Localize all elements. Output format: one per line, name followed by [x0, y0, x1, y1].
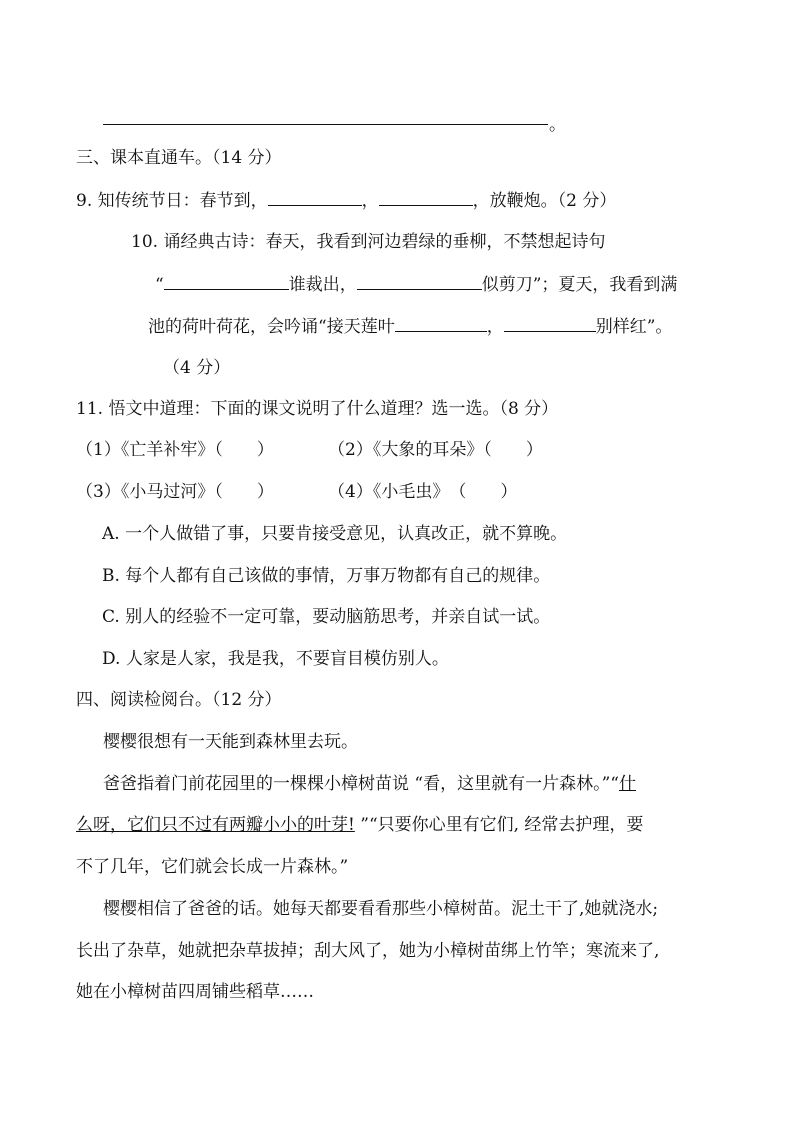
end-mark: 。 — [549, 115, 566, 135]
question-10-line-3 — [148, 315, 672, 338]
q10-blank-2[interactable] — [357, 273, 482, 290]
q11-option-c: C. 别人的经验不一定可靠，要动脑筋思考，并亲自试一试。 — [102, 607, 551, 627]
p2-l1-text: 爸爸指着门前花园里的一棵棵小樟树苗说 “看，这里就有一片森林。”“ — [103, 774, 619, 794]
section-4-title: 四、阅读检阅台。（12 分） — [76, 690, 282, 710]
question-10-score: （4 分） — [163, 358, 231, 378]
p2-l2-text: ”“只要你心里有它们, 经常去护理，要 — [354, 815, 644, 835]
q9-suffix: ，放鞭炮。（2 分） — [472, 191, 617, 211]
passage-p2-line-1 — [103, 773, 636, 795]
q11-option-a: A. 一个人做错了事，只要肯接受意见，认真改正，就不算晚。 — [102, 524, 568, 544]
q10-l3-sep: ， — [486, 317, 504, 337]
q11-item-3[interactable]: （3）《小马过河》（ ） — [76, 482, 274, 502]
q9-blank-1[interactable] — [268, 189, 362, 206]
p2-l1-underlined: 什 — [618, 774, 636, 794]
question-10-line-1: 10. 诵经典古诗：春天，我看到河边碧绿的垂柳，不禁想起诗句 — [131, 232, 606, 252]
question-10-line-2 — [155, 273, 677, 296]
q10-l3-end: 别样红”。 — [595, 317, 673, 337]
q11-item-2[interactable]: （2）《大象的耳朵》（ ） — [328, 440, 543, 460]
passage-p3-line-3: 她在小樟树苗四周铺些稻草…… — [76, 982, 314, 1002]
quote-open: “ — [155, 275, 164, 295]
q10-text-end: 似剪刀”；夏天，我看到满 — [481, 275, 678, 295]
q9-prefix: 9. 知传统节日：春节到， — [76, 191, 268, 211]
q10-l3-start: 池的荷叶荷花，会吟诵“接天莲叶 — [148, 317, 395, 337]
passage-p2-line-2 — [76, 814, 643, 836]
q9-blank-2[interactable] — [379, 189, 473, 206]
question-11-title: 11. 悟文中道理：下面的课文说明了什么道理？选一选。（8 分） — [76, 399, 559, 419]
passage-p2-line-3: 不了几年，它们就会长成一片森林。” — [76, 857, 349, 877]
q9-sep: ， — [361, 191, 379, 211]
q10-blank-1[interactable] — [164, 273, 289, 290]
answer-line[interactable] — [103, 124, 548, 125]
question-9 — [76, 189, 616, 212]
q11-option-b: B. 每个人都有自己该做的事情，万事万物都有自己的规律。 — [102, 566, 551, 586]
q10-blank-3[interactable] — [395, 315, 487, 332]
passage-p1: 樱樱很想有一天能到森林里去玩。 — [103, 732, 358, 752]
q10-blank-4[interactable] — [504, 315, 596, 332]
passage-p3-line-1: 樱樱相信了爸爸的话。她每天都要看看那些小樟树苗。泥土干了,她就浇水; — [103, 899, 659, 919]
q10-text-mid: 谁裁出， — [288, 275, 357, 295]
q11-item-4[interactable]: （4）《小毛虫》 （ ） — [328, 482, 518, 502]
passage-p3-line-2: 长出了杂草，她就把杂草拔掉；刮大风了，她为小樟树苗绑上竹竿；寒流来了, — [76, 941, 660, 961]
q11-item-1[interactable]: （1）《亡羊补牢》（ ） — [76, 440, 274, 460]
p2-l2-underlined: 么呀，它们只不过有两瓣小小的叶芽! — [76, 815, 355, 835]
q11-option-d: D. 人家是人家，我是我，不要盲目模仿别人。 — [102, 649, 449, 669]
section-3-title: 三、课本直通车。（14 分） — [76, 148, 282, 168]
